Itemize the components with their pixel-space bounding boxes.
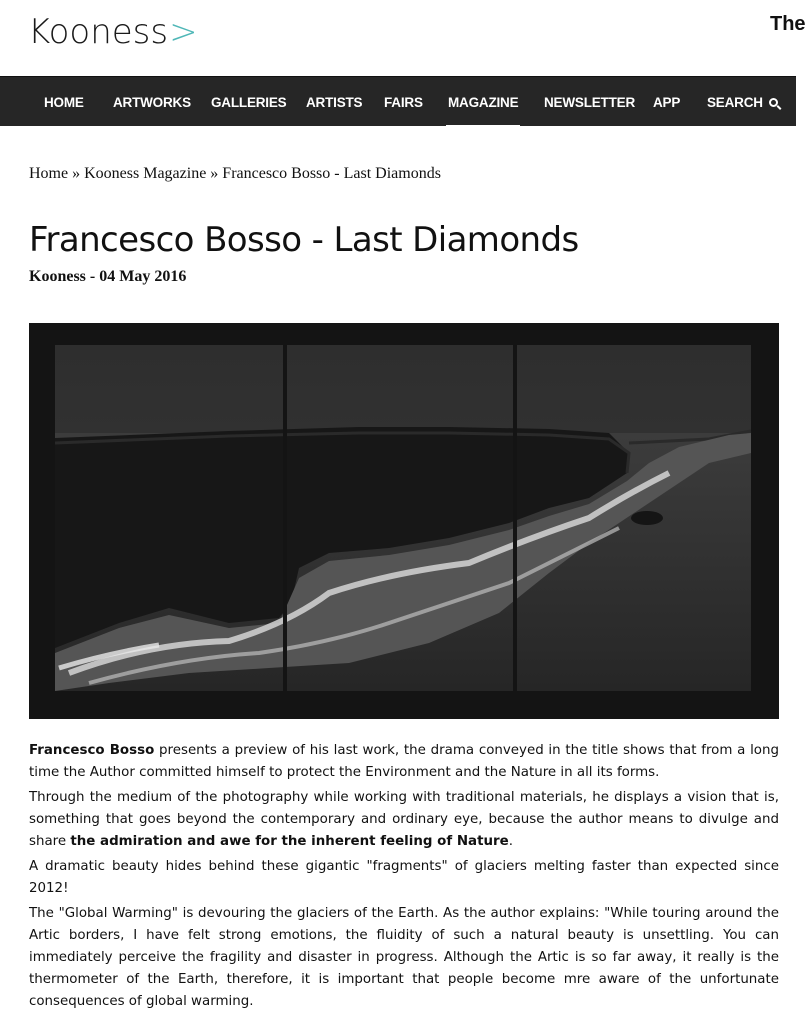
nav-item-label: MAGAZINE xyxy=(448,95,519,110)
logo-chevron-icon: > xyxy=(169,12,198,52)
page-title: Francesco Bosso - Last Diamonds xyxy=(29,220,579,260)
nav-item-label: NEWSLETTER xyxy=(544,95,635,110)
nav-item-magazine[interactable] xyxy=(448,77,518,127)
breadcrumb-separator: » xyxy=(210,165,219,182)
nav-item-search[interactable] xyxy=(707,77,778,127)
nav-item-label: GALLERIES xyxy=(211,95,287,110)
article-paragraph xyxy=(29,787,779,853)
article-paragraph: A dramatic beauty hides behind these gigantic "fragments" of glaciers melting faster than expected since 2012! xyxy=(29,859,779,896)
nav-item-label: APP xyxy=(653,95,681,110)
paragraph-text: Through the medium of the photography while working with traditional materials, he displays a vision that is, something that goes beyond the contemporary and ordinary eye, because the author means to divulge and share xyxy=(29,790,779,849)
article-body xyxy=(29,740,779,1016)
breadcrumb-current: Francesco Bosso - Last Diamonds xyxy=(222,165,441,182)
nav-item-label: FAIRS xyxy=(384,95,423,110)
breadcrumb-home-link[interactable]: Home xyxy=(29,165,69,182)
nav-item-galleries[interactable] xyxy=(211,77,286,127)
article-byline: Kooness - 04 May 2016 xyxy=(29,268,187,285)
breadcrumb xyxy=(29,165,441,183)
artist-name: Francesco Bosso xyxy=(29,743,155,758)
nav-item-fairs[interactable] xyxy=(384,77,423,127)
nav-item-artworks[interactable] xyxy=(113,77,191,127)
search-icon xyxy=(769,98,778,107)
article-hero-image xyxy=(29,323,779,719)
breadcrumb-magazine-link[interactable]: Kooness Magazine xyxy=(84,165,207,182)
paragraph-text: . xyxy=(508,834,513,849)
breadcrumb-separator: » xyxy=(72,165,81,182)
main-nav xyxy=(0,76,796,126)
promo-text[interactable]: The xyxy=(770,13,806,35)
nav-item-artists[interactable] xyxy=(306,77,362,127)
coastline-triptych xyxy=(29,323,779,719)
emphasis-text: the admiration and awe for the inherent feeling of Nature xyxy=(70,834,509,849)
nav-item-label: ARTWORKS xyxy=(113,95,191,110)
nav-item-newsletter[interactable] xyxy=(544,77,635,127)
top-header xyxy=(0,0,806,76)
nav-item-label: SEARCH xyxy=(707,95,763,110)
article-paragraph xyxy=(29,740,779,784)
nav-item-label: ARTISTS xyxy=(306,95,363,110)
kooness-logo[interactable] xyxy=(28,12,198,52)
paragraph-text: presents a preview of his last work, the drama conveyed in the title shows that from a long time the Author committed himself to protect the Environment and the Nature in all its forms. xyxy=(29,743,779,780)
nav-item-label: HOME xyxy=(44,95,84,110)
nav-item-app[interactable] xyxy=(653,77,680,127)
logo-text: Kooness xyxy=(28,12,169,52)
photo-scene xyxy=(55,345,751,691)
nav-item-home[interactable] xyxy=(44,77,84,127)
article-paragraph: The "Global Warming" is devouring the glaciers of the Earth. As the author explains: "While touring around the Artic borders, I have felt strong emotions, the fluidity of such a natural beauty is unsettling. You can immediately perceive the fragility and disaster in progress. Although the Artic is so far away, it really is the thermometer of the Earth, therefore, it is important that people become mre aware of the unfortunate consequences of global warming. xyxy=(29,906,779,1009)
